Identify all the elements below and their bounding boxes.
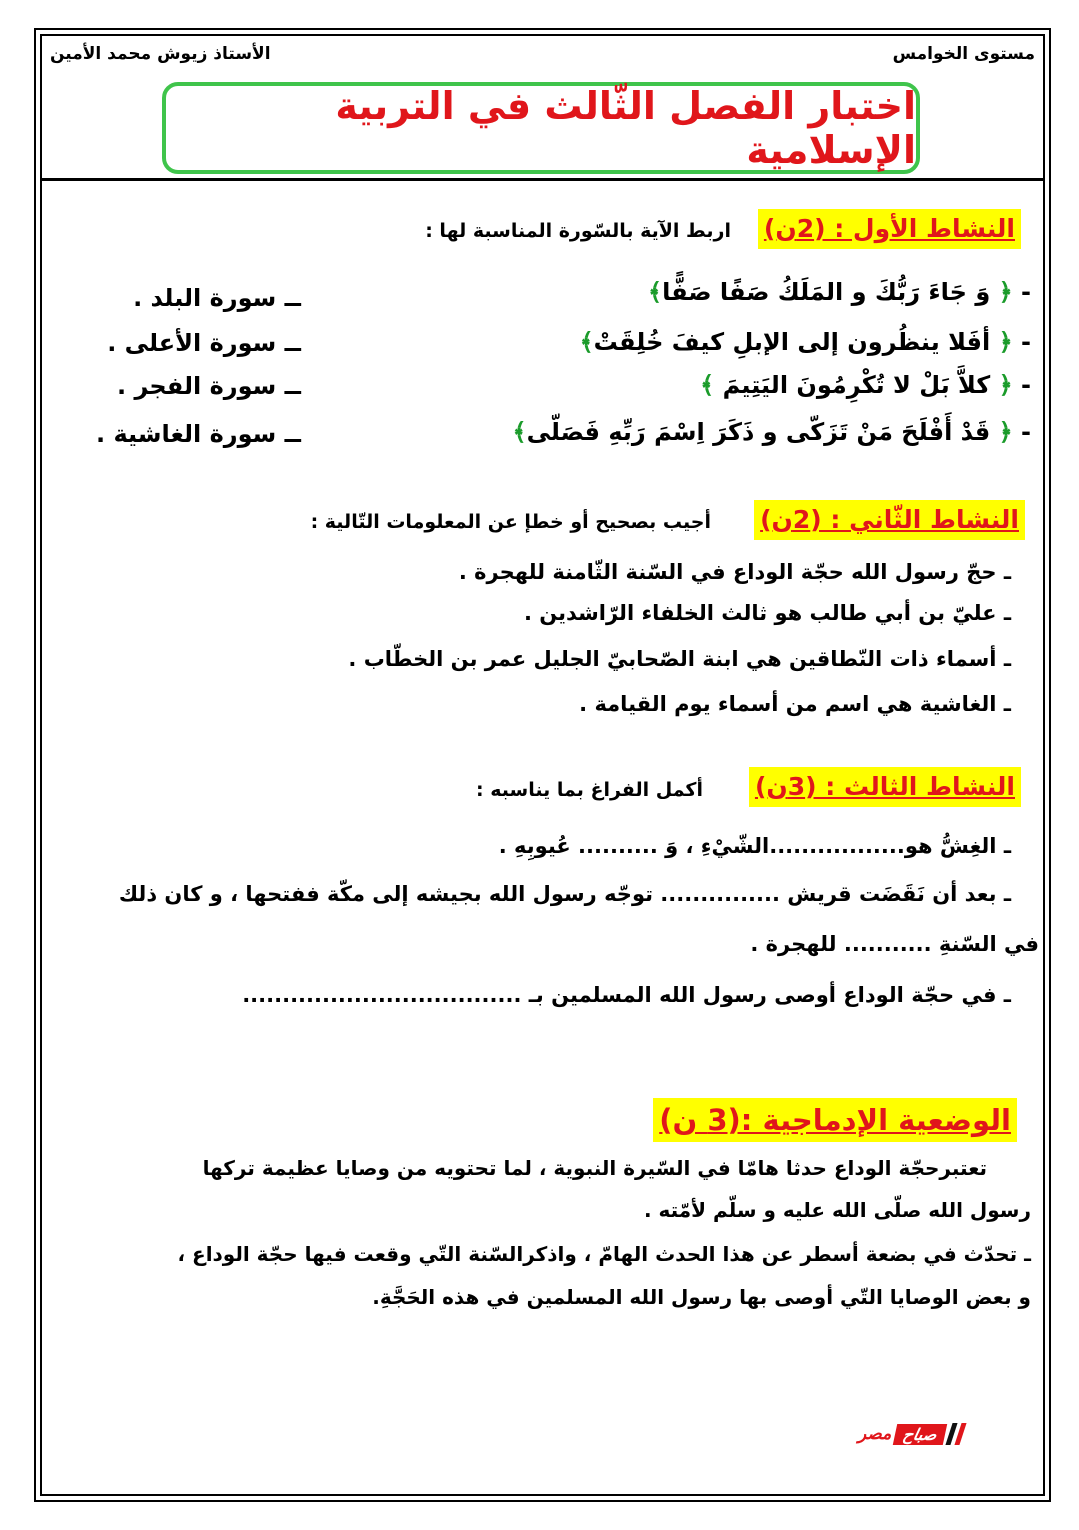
fill-item-2: ـ بعد أن نَقَضَت قريش ............... توجّه رسول الله بجيشه إلى مكّة ففتحها ، و كان ذلك: [118, 882, 1011, 906]
header-divider: [40, 178, 1045, 181]
activity3-instruction: أكمل الفراغ بما يناسبه :: [476, 779, 703, 801]
fill-item-1: ـ الغِشُّ هو.................الشّيْءِ ، وَ .......... عُيوبِهِ .: [498, 834, 1011, 858]
page-frame-inner: [40, 34, 1045, 1496]
surah-option-1: ــ سورة البلد .: [133, 284, 301, 312]
activity1-title: النشاط الأول : (2ن): [758, 209, 1021, 249]
integration-title: الوضعية الإدماجية :(3 ن): [653, 1098, 1017, 1142]
tf-item-2: ـ عليّ بن أبي طالب هو ثالث الخلفاء الرّاشدين .: [523, 601, 1011, 625]
exam-title-box: [162, 82, 920, 174]
verse-1: - ﴿ وَ جَاءَ رَبُّكَ و المَلَكُ صَفًا صَفًّا﴾: [648, 278, 1031, 306]
verse-3: - ﴿ كلاَّ بَلْ لا تُكْرِمُونَ اليَتِيمَ ﴾: [700, 371, 1031, 399]
verse-2: - ﴿ أفَلا ينظُرون إلى الإبلِ كيفَ خُلِقَتْ﴾: [579, 328, 1031, 356]
surah-option-4: ــ سورة الغاشية .: [96, 420, 301, 448]
integration-line-2: رسول الله صلّى الله عليه و سلّم لأمّته .: [643, 1198, 1031, 1222]
logo-word-masr: مصر: [858, 1424, 892, 1444]
fill-item-2-continued: في السّنةِ ........... للهجرة .: [750, 932, 1039, 956]
logo-word-sabah: صباح: [893, 1424, 947, 1445]
sabah-masr-logo: [858, 1418, 963, 1450]
verse-4: - ﴿ قَدْ أَفْلَحَ مَنْ تَزَكّى و ذَكَرَ اِسْمَ رَبِّهِ فَصَلّى﴾: [512, 418, 1031, 446]
activity2-instruction: أجيب بصحيح أو خطإ عن المعلومات التّالية :: [310, 511, 711, 533]
activity1-instruction: اربط الآية بالسّورة المناسبة لها :: [425, 220, 731, 242]
fill-item-3: ـ في حجّة الوداع أوصى رسول الله المسلمين بـ ...................................: [242, 983, 1011, 1007]
activity2-title: النشاط الثّاني : (2ن): [754, 500, 1025, 540]
surah-option-2: ــ سورة الأعلى .: [107, 329, 301, 357]
level-label: مستوى الخوامس: [892, 44, 1035, 64]
tf-item-1: ـ حجّ رسول الله حجّة الوداع في السّنة الثّامنة للهجرة .: [458, 560, 1011, 584]
integration-line-3: ـ تحدّث في بضعة أسطر عن هذا الحدث الهامّ ، واذكرالسّنة التّي وقعت فيها حجّة الوداع ،: [177, 1242, 1031, 1266]
integration-line-4: و بعض الوصايا التّي أوصى بها رسول الله المسلمين في هذه الحَجَّةِ.: [372, 1285, 1031, 1309]
integration-line-1: تعتبرحجّة الوداع حدثا هامّا في السّيرة النبوية ، لما تحتويه من وصايا عظيمة تركها: [202, 1156, 987, 1180]
surah-option-3: ــ سورة الفجر .: [117, 372, 301, 400]
tf-item-4: ـ الغاشية هي اسم من أسماء يوم القيامة .: [579, 692, 1011, 716]
activity3-title: النشاط الثالث : (3ن): [749, 767, 1021, 807]
teacher-name: الأستاذ زيوش محمد الأمين: [50, 44, 271, 64]
exam-title: اختبار الفصل الثّالث في التربية الإسلامية: [335, 84, 916, 172]
tf-item-3: ـ أسماء ذات النّطاقين هي ابنة الصّحابيّ الجليل عمر بن الخطّاب .: [348, 647, 1011, 671]
